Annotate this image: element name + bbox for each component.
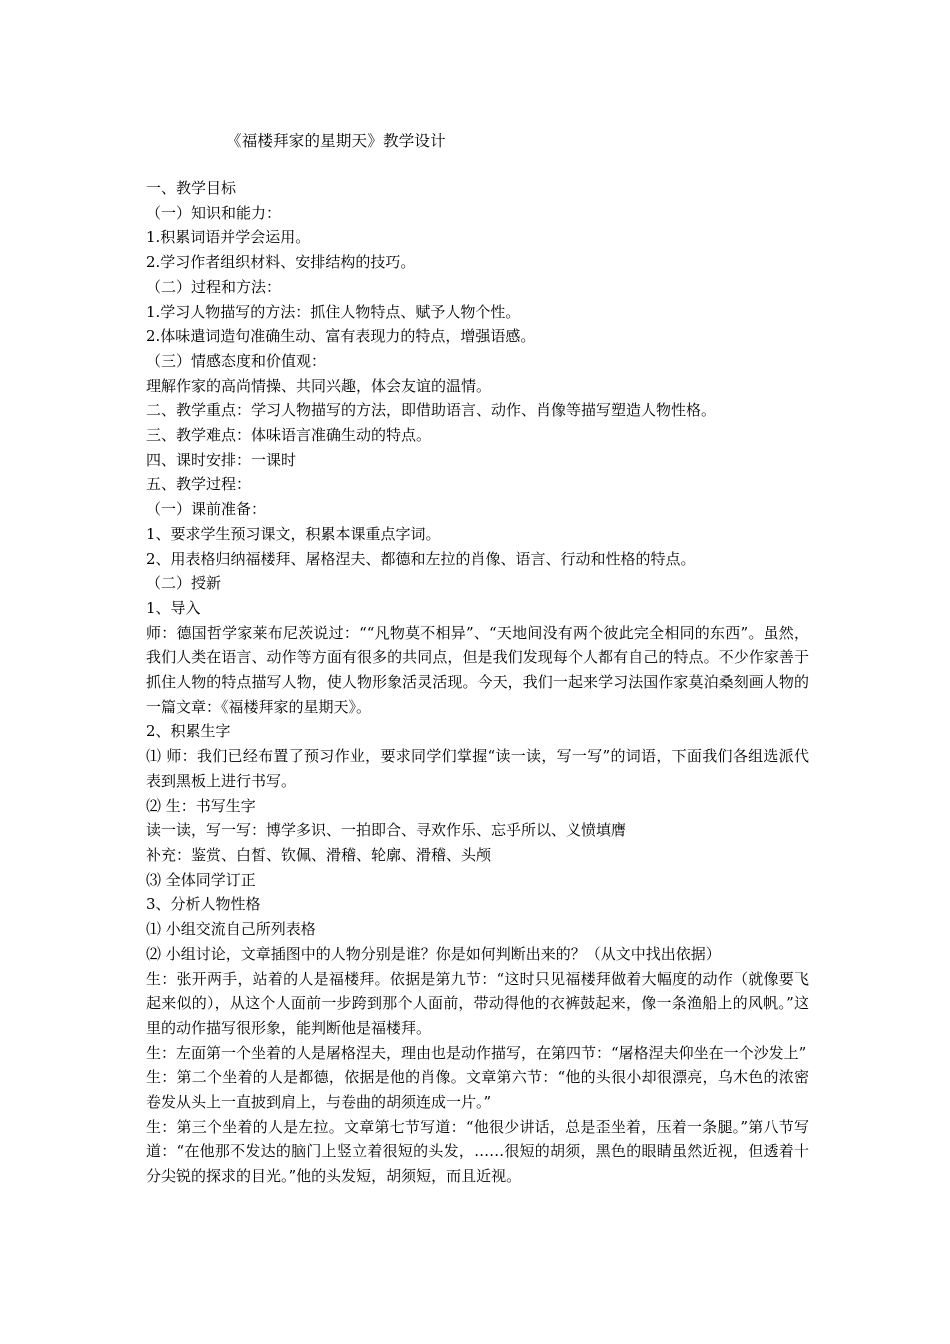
document-body (146, 176, 809, 1189)
heading-process: 五、教学过程： (146, 475, 252, 494)
list-item: ⑶ 全体同学订正 (146, 870, 256, 889)
heading-schedule: 四、课时安排：一课时 (146, 450, 297, 469)
subheading-attitude: （三）情感态度和价值观： (146, 351, 327, 370)
list-item: 1.积累词语并学会运用。 (146, 228, 311, 247)
list-item: 2.学习作者组织材料、安排结构的技巧。 (146, 253, 416, 272)
list-item: 2.体味遣词造句准确生动、富有表现力的特点，增强语感。 (146, 327, 536, 346)
list-item: ⑴ 小组交流自己所列表格 (146, 920, 316, 939)
paragraph: 读一读，写一写：博学多识、一拍即合、寻欢作乐、忘乎所以、义愤填膺 (146, 821, 627, 840)
section-character-analysis: 3、分析人物性格 (146, 895, 261, 914)
paragraph: 生：第二个坐着的人是都德，依据是他的肖像。文章第六节：“他的头很小却很漂亮，乌木色的浓密卷发从头上一直披到肩上，与卷曲的胡须连成一片。” (146, 1068, 809, 1112)
heading-key-points: 二、教学重点：学习人物描写的方法，即借助语言、动作、肖像等描写塑造人物性格。 (146, 401, 717, 420)
paragraph: 理解作家的高尚情操、共同兴趣，体会友谊的温情。 (146, 376, 492, 395)
paragraph: 生：左面第一个坐着的人是屠格涅夫，理由也是动作描写，在第四节：“屠格涅夫仰坐在一个沙发上” (146, 1043, 807, 1062)
paragraph-intro: 师：德国哲学家莱布尼茨说过：““凡物莫不相异”、“天地间没有两个彼此完全相同的东西”。虽然，我们人类在语言、动作等方面有很多的共同点，但是我们发现每个人都有自己的特点。不少作家善于抓住人物的特点描写人物，使人物形象活灵活现。今天，我们一起来学习法国作家莫泊桑刻画人物的一篇文章：《福楼拜家的星期天》。 (146, 623, 809, 716)
heading-difficulties: 三、教学难点：体味语言准确生动的特点。 (146, 426, 432, 445)
document-title: 《福楼拜家的星期天》教学设计 (226, 132, 446, 150)
subheading-new-lesson: （二）授新 (146, 574, 222, 593)
section-vocabulary: 2、积累生字 (146, 722, 231, 741)
section-intro: 1、导入 (146, 598, 201, 617)
subheading-process: （二）过程和方法： (146, 277, 282, 296)
list-item: 2、用表格归纳福楼拜、屠格涅夫、都德和左拉的肖像、语言、行动和性格的特点。 (146, 549, 696, 568)
paragraph: 生：第三个坐着的人是左拉。文章第七节写道：“他很少讲话，总是歪坐着，压着一条腿。”第八节写道：“在他那不发达的脑门上竖立着很短的头发，……很短的胡须，黑色的眼睛虽然近视，但透着十分尖锐的探求的目光。”他的头发短，胡须短，而且近视。 (146, 1117, 809, 1186)
paragraph: 生：张开两手，站着的人是福楼拜。依据是第九节：“这时只见福楼拜做着大幅度的动作（就像要飞起来似的），从这个人面前一步跨到那个人面前，带动得他的衣裤鼓起来，像一条渔船上的风帆。”这里的动作描写很形象，能判断他是福楼拜。 (146, 969, 809, 1037)
subheading-preparation: （一）课前准备： (146, 500, 267, 519)
paragraph: ⑴ 师：我们已经布置了预习作业，要求同学们掌握“读一读，写一写”的词语，下面我们各组选派代表到黑板上进行书写。 (146, 747, 809, 790)
paragraph: 补充：鉴赏、白皙、钦佩、滑稽、轮廓、滑稽、头颅 (146, 845, 492, 864)
list-item: 1、要求学生预习课文，积累本课重点字词。 (146, 524, 441, 543)
list-item: 1.学习人物描写的方法：抓住人物特点、赋予人物个性。 (146, 302, 521, 321)
list-item: ⑵ 小组讨论，文章插图中的人物分别是谁？你是如何判断出来的？（从文中找出依据） (146, 944, 721, 963)
heading-objectives: 一、教学目标 (146, 179, 237, 197)
subheading-knowledge: （一）知识和能力： (146, 203, 282, 222)
list-item: ⑵ 生：书写生字 (146, 796, 256, 815)
